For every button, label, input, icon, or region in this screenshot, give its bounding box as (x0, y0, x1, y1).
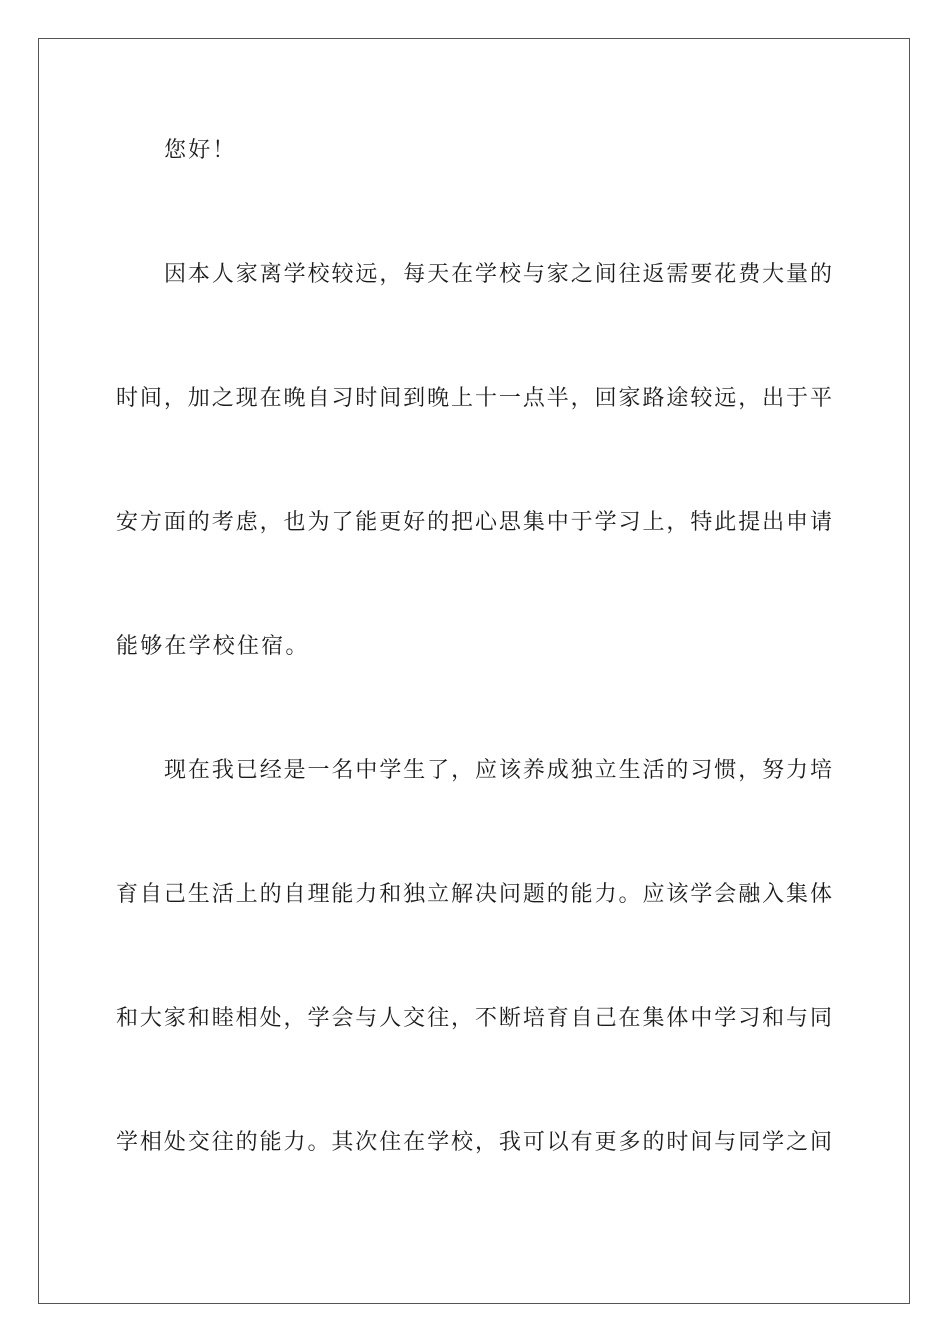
paragraph-line: 因本人家离学校较远，每天在学校与家之间往返需要花费大量的 (164, 262, 832, 287)
paragraph-line: 现在我已经是一名中学生了，应该养成独立生活的习惯，努力培 (164, 758, 832, 783)
paragraph-line: 育自己生活上的自理能力和独立解决问题的能力。应该学会融入集体 (116, 882, 832, 907)
greeting-line: 您好！ (164, 138, 237, 163)
paragraph-line: 学相处交往的能力。其次住在学校，我可以有更多的时间与同学之间 (116, 1130, 832, 1155)
paragraph-line: 安方面的考虑，也为了能更好的把心思集中于学习上，特此提出申请 (116, 510, 832, 535)
page-border (38, 38, 910, 1304)
paragraph-line: 能够在学校住宿。 (116, 634, 310, 659)
paragraph-line: 时间，加之现在晚自习时间到晚上十一点半，回家路途较远，出于平 (116, 386, 832, 411)
paragraph-line: 和大家和睦相处，学会与人交往，不断培育自己在集体中学习和与同 (116, 1006, 832, 1031)
